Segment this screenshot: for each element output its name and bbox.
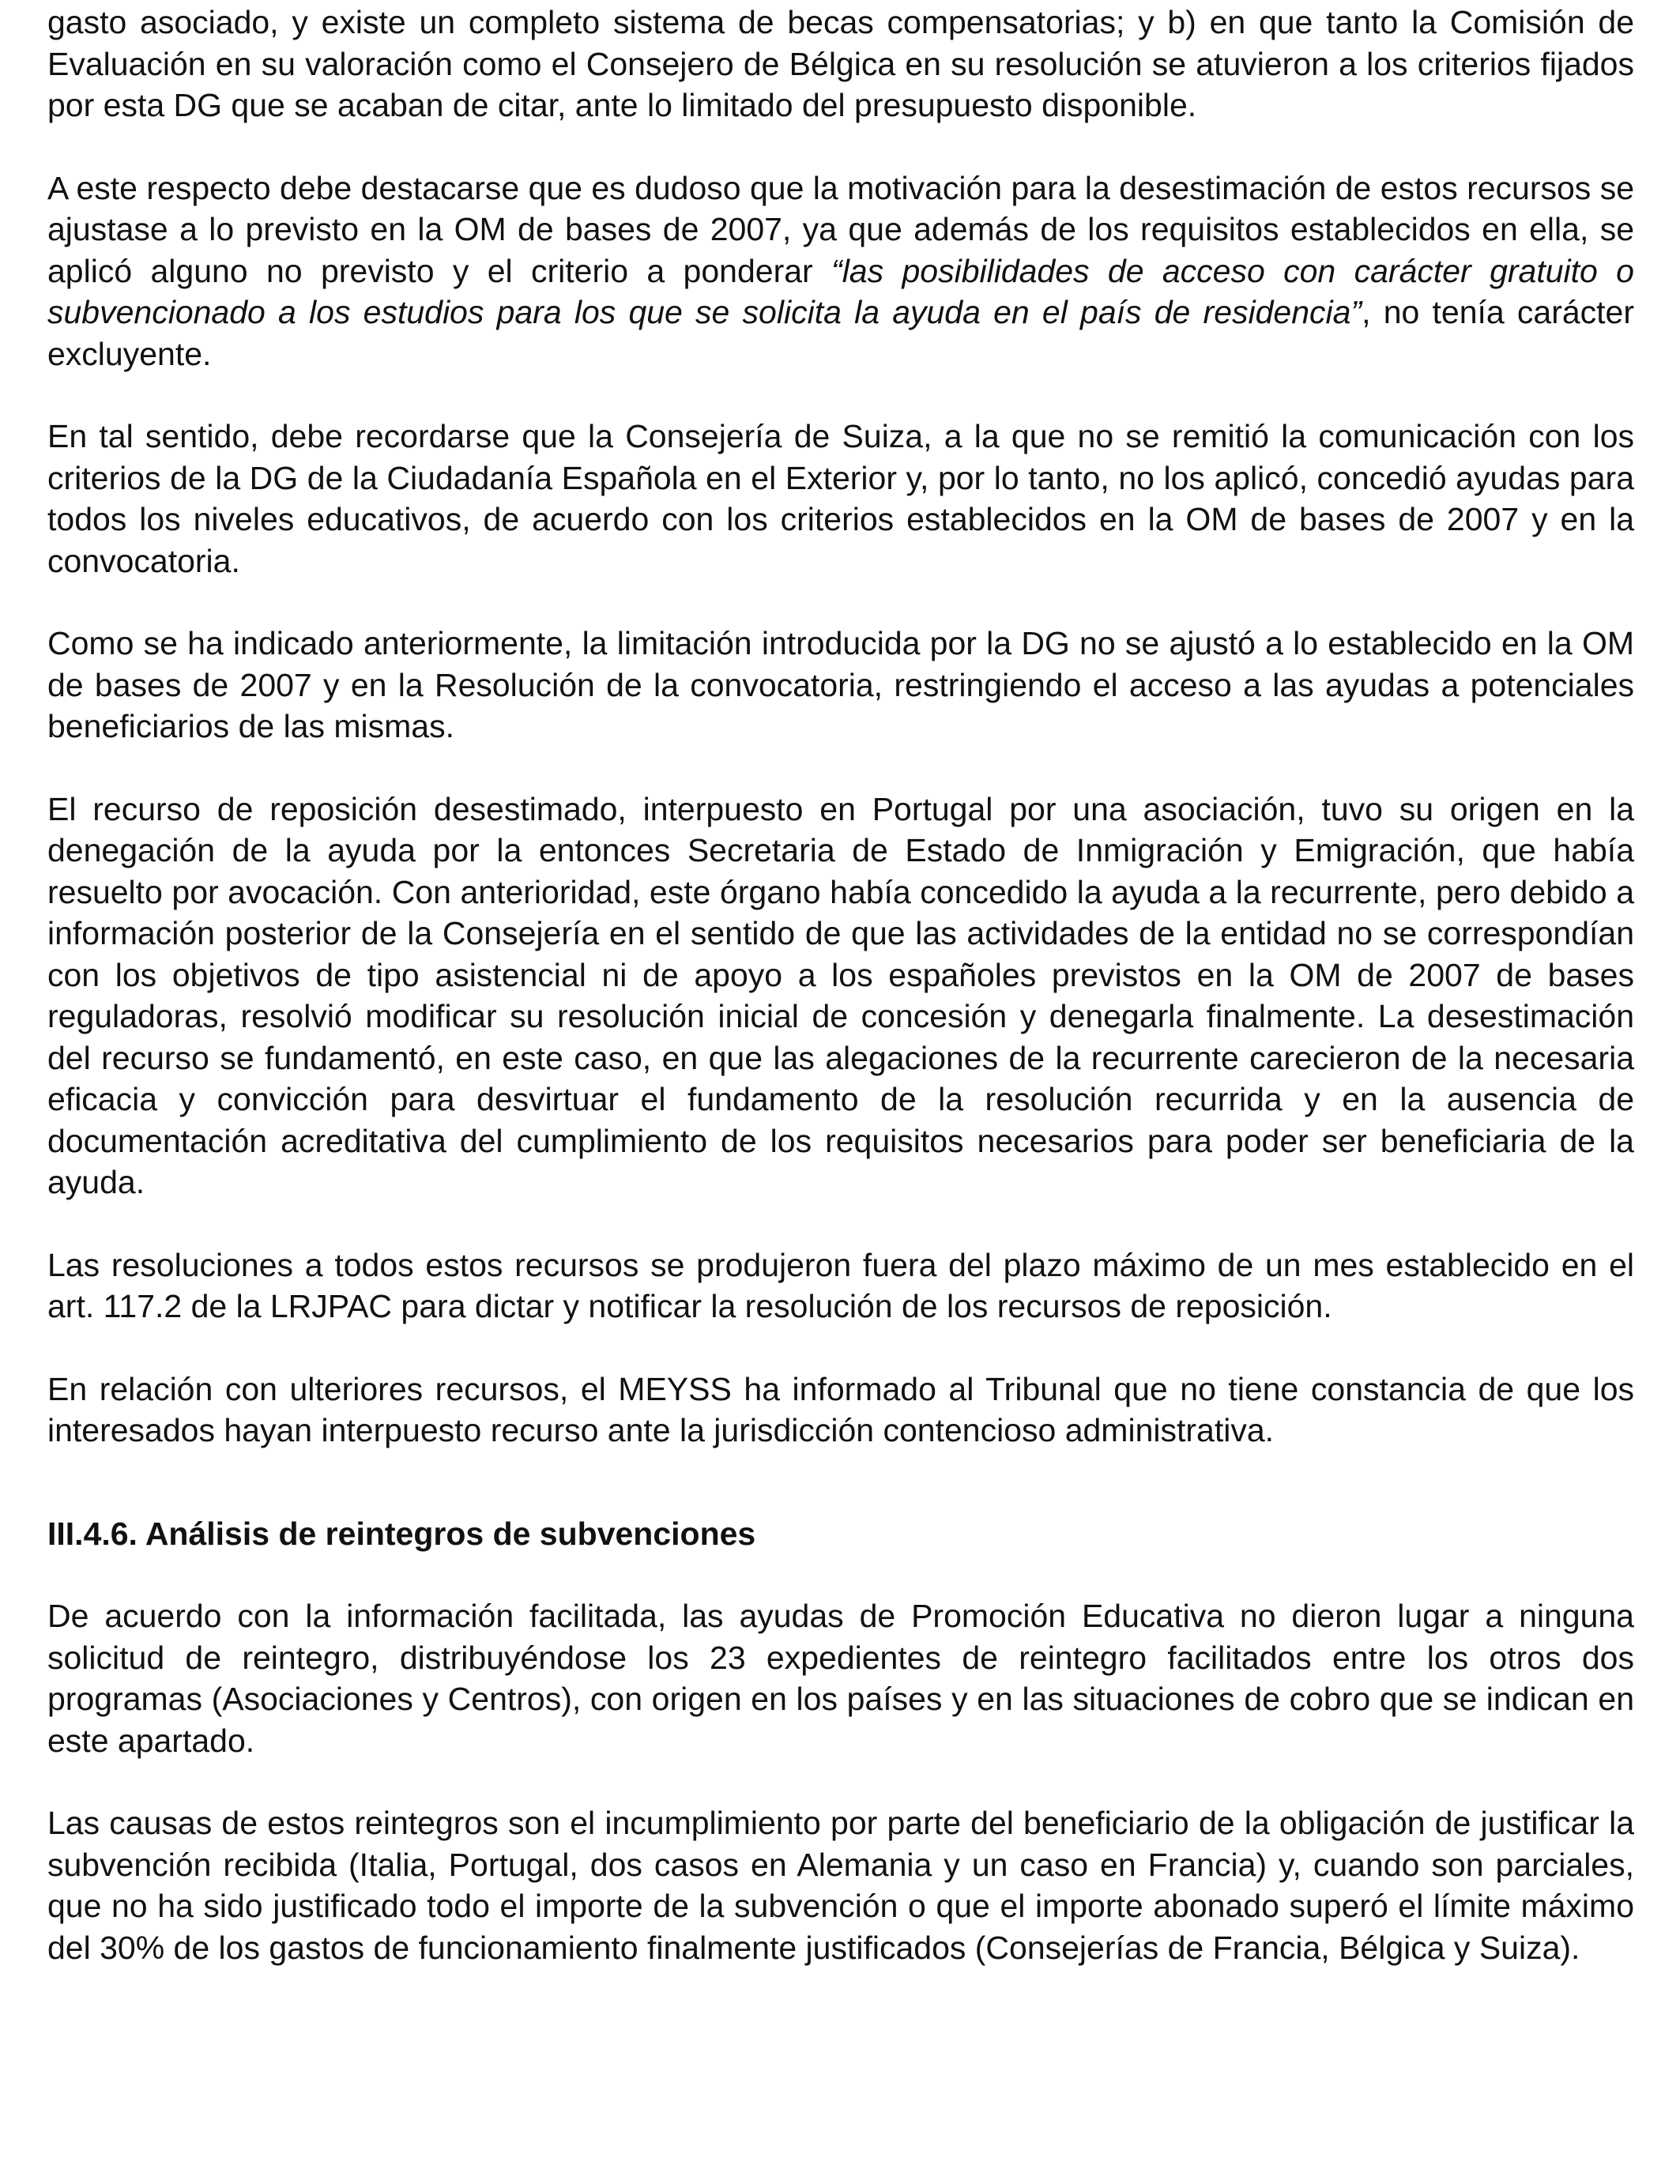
paragraph-motivacion-desestimacion: [47, 168, 1634, 375]
paragraph-text: A este respecto debe destacarse que es dudoso que la motivación para la desestimación de estos recursos se ajustase a lo previsto en la OM de bases de 2007, ya que además de los requisitos establecidos en ella, se aplicó alguno no previsto y el criterio a ponderar: [47, 169, 1634, 289]
document-page: [47, 2, 1634, 1968]
paragraph-becas-compensatorias: gasto asociado, y existe un completo sistema de becas compensatorias; y b) en que tanto la Comisión de Evaluación en su valoración como el Consejero de Bélgica en su resolución se atuvieron a los criterios fijados por esta DG que se acaban de citar, ante lo limitado del presupuesto disponible.: [47, 4, 1634, 123]
paragraph-reintegros-informacion: De acuerdo con la información facilitada, las ayudas de Promoción Educativa no dieron lugar a ninguna solicitud de reintegro, distribuyéndose los 23 expedientes de reintegro facilitados entre los otros dos programas (Asociaciones y Centros), con origen en los países y en las situaciones de cobro que se indican en este apartado.: [47, 1598, 1634, 1759]
paragraph-recurso-portugal: El recurso de reposición desestimado, interpuesto en Portugal por una asociación, tuvo su origen en la denegación de la ayuda por la entonces Secretaria de Estado de Inmigración y Emigración, que había resuelto por avocación. Con anterioridad, este órgano había concedido la ayuda a la recurrente, pero debido a información posterior de la Consejería en el sentido de que las actividades de la entidad no se correspondían con los objetivos de tipo asistencial ni de apoyo a los españoles previstos en la OM de 2007 de bases reguladoras, resolvió modificar su resolución inicial de concesión y denegarla finalmente. La desestimación del recurso se fundamentó, en este caso, en que las alegaciones de la recurrente carecieron de la necesaria eficacia y convicción para desvirtuar el fundamento de la resolución recurrida y en la ausencia de documentación acreditativa del cumplimiento de los requisitos necesarios para poder ser beneficiaria de la ayuda.: [47, 790, 1634, 1200]
quoted-criterion: “las posibilidades de acceso con carácter gratuito o subvencionado a los estudios para los que se solicita la ayuda en el país de residencia”: [47, 252, 1634, 330]
paragraph-consejeria-suiza: En tal sentido, debe recordarse que la Consejería de Suiza, a la que no se remitió la comunicación con los criterios de la DG de la Ciudadanía Española en el Exterior y, por lo tanto, no los aplicó, concedió ayudas para todos los niveles educativos, de acuerdo con los criterios establecidos en la OM de bases de 2007 y en la convocatoria.: [47, 418, 1634, 579]
paragraph-causas-reintegros: Las causas de estos reintegros son el incumplimiento por parte del beneficiario de la obligación de justificar la subvención recibida (Italia, Portugal, dos casos en Alemania y un caso en Francia) y, cuando son parciales, que no ha sido justificado todo el importe de la subvención o que el importe abonado superó el límite máximo del 30% de los gastos de funcionamiento finalmente justificados (Consejerías de Francia, Bélgica y Suiza).: [47, 1805, 1634, 1966]
paragraph-plazo-resoluciones: Las resoluciones a todos estos recursos se produjeron fuera del plazo máximo de un mes establecido en el art. 117.2 de la LRJPAC para dictar y notificar la resolución de los recursos de reposición.: [47, 1246, 1634, 1324]
paragraph-text: , no tenía carácter excluyente.: [47, 294, 1634, 372]
paragraph-limitacion-dg: Como se ha indicado anteriormente, la limitación introducida por la DG no se ajustó a lo establecido en la OM de bases de 2007 y en la Resolución de la convocatoria, restringiendo el acceso a las ayudas a potenciales beneficiarios de las mismas.: [47, 625, 1634, 744]
section-heading: III.4.6. Análisis de reintegros de subvenciones: [47, 1515, 756, 1552]
paragraph-ulteriores-recursos: En relación con ulteriores recursos, el MEYSS ha informado al Tribunal que no tiene constancia de que los interesados hayan interpuesto recurso ante la jurisdicción contencioso administrativa.: [47, 1370, 1634, 1448]
